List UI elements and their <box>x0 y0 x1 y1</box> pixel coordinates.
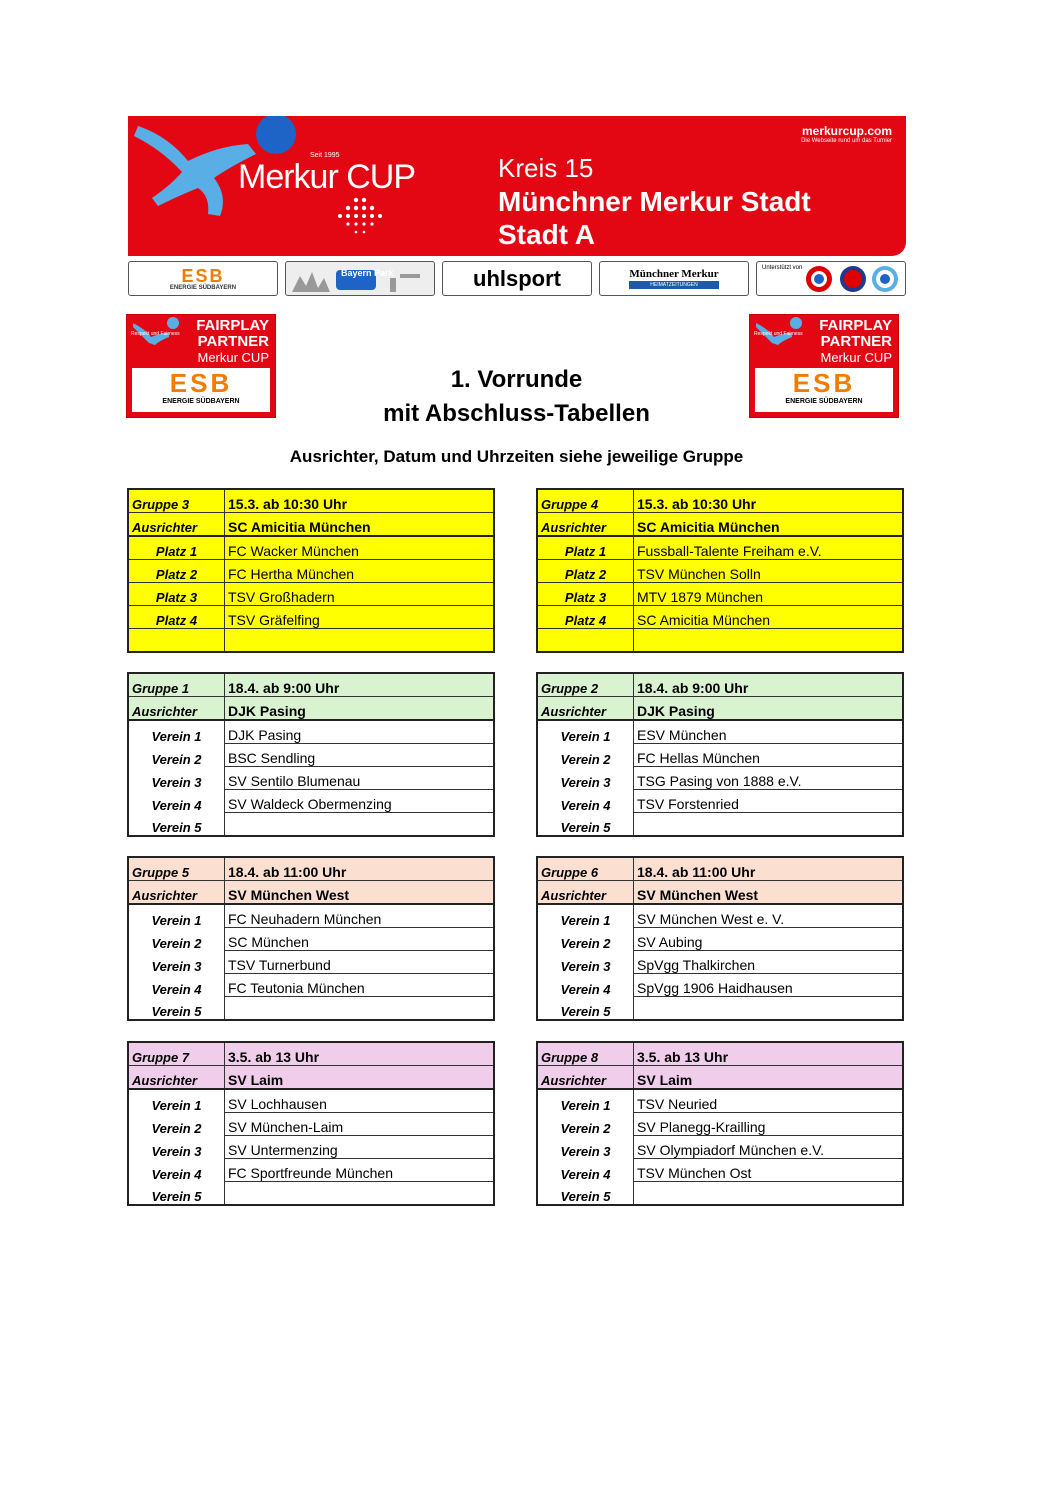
team-name: FC Hertha München <box>225 560 495 583</box>
row-label: Verein 3 <box>128 767 225 790</box>
team-name: TSV Gräfelfing <box>225 606 495 629</box>
team-name: FC Hellas München <box>634 744 904 767</box>
group-table <box>127 672 495 837</box>
table-row <box>128 767 494 790</box>
team-name: SV Planegg-Krailling <box>634 1113 904 1136</box>
row-label: Platz 3 <box>128 583 225 606</box>
team-name: TSV Forstenried <box>634 790 904 813</box>
table-row <box>128 1113 494 1136</box>
table-row <box>128 720 494 744</box>
sponsor-supporters: Unterstützt von <box>756 261 906 296</box>
host-name: SC Amicitia München <box>634 513 904 537</box>
row-label: Verein 2 <box>537 744 634 767</box>
row-label: Platz 4 <box>537 606 634 629</box>
table-row <box>128 583 494 606</box>
host-name: SV Laim <box>634 1066 904 1090</box>
table-row <box>128 974 494 997</box>
table-row <box>537 606 903 629</box>
row-label: Platz 2 <box>128 560 225 583</box>
sponsor-esb: ESB ENERGIE SÜDBAYERN <box>128 261 278 296</box>
row-label: Verein 3 <box>128 951 225 974</box>
host-label: Ausrichter <box>537 1066 634 1090</box>
group-name: Gruppe 6 <box>537 857 634 881</box>
group-name: Gruppe 3 <box>128 489 225 513</box>
row-label: Verein 3 <box>128 1136 225 1159</box>
row-label: Verein 1 <box>537 720 634 744</box>
team-name: SC München <box>225 928 495 951</box>
sponsor-uhlsport: uhlsport <box>442 261 592 296</box>
table-row <box>537 767 903 790</box>
row-label: Verein 3 <box>537 767 634 790</box>
team-name: SV Waldeck Obermenzing <box>225 790 495 813</box>
row-label: Verein 3 <box>537 1136 634 1159</box>
row-label: Verein 5 <box>537 997 634 1021</box>
row-label: Verein 2 <box>537 1113 634 1136</box>
table-row <box>537 1182 903 1206</box>
team-name: TSG Pasing von 1888 e.V. <box>634 767 904 790</box>
table-row <box>128 1089 494 1113</box>
team-name: SV Aubing <box>634 928 904 951</box>
row-label: Verein 4 <box>537 974 634 997</box>
host-name: DJK Pasing <box>225 697 495 721</box>
group-table <box>127 1041 495 1206</box>
table-row <box>537 997 903 1021</box>
host-label: Ausrichter <box>537 513 634 537</box>
host-label: Ausrichter <box>128 1066 225 1090</box>
row-label: Verein 5 <box>128 997 225 1021</box>
group-name: Gruppe 7 <box>128 1042 225 1066</box>
table-row <box>128 790 494 813</box>
group-0-table <box>127 488 495 653</box>
team-name: SV Lochhausen <box>225 1089 495 1113</box>
row-label: Platz 2 <box>537 560 634 583</box>
club-crests-icon <box>801 264 901 294</box>
row-label: Verein 3 <box>537 951 634 974</box>
table-row <box>128 813 494 837</box>
sponsor-muenchner-merkur: Münchner Merkur HEIMATZEITUNGEN <box>599 261 749 296</box>
table-row <box>537 720 903 744</box>
team-name: TSV Großhadern <box>225 583 495 606</box>
table-row <box>537 1159 903 1182</box>
table-row <box>537 974 903 997</box>
group-2-table <box>127 672 495 837</box>
team-name <box>634 997 904 1021</box>
table-row <box>128 560 494 583</box>
team-name: SpVgg Thalkirchen <box>634 951 904 974</box>
table-row <box>128 951 494 974</box>
page-subtitle: Ausrichter, Datum und Uhrzeiten siehe jeweilige Gruppe <box>289 447 744 466</box>
host-name: SV München West <box>634 881 904 905</box>
group-table <box>536 672 904 837</box>
fairplay-badge-right: Respekt und Fairness FAIRPLAY PARTNER Merkur CUP ESB ENERGIE SÜDBAYERN <box>749 314 899 418</box>
row-label: Platz 3 <box>537 583 634 606</box>
team-name: SV Untermenzing <box>225 1136 495 1159</box>
group-date: 18.4. ab 11:00 Uhr <box>634 857 904 881</box>
sponsor-bayernpark: Bayern Park <box>285 261 435 296</box>
row-label: Verein 4 <box>128 974 225 997</box>
team-name: ESV München <box>634 720 904 744</box>
row-label: Verein 4 <box>537 790 634 813</box>
page-subtitle-heading: mit Abschluss-Tabellen <box>383 400 650 427</box>
row-label: Platz 1 <box>537 536 634 560</box>
table-row <box>537 904 903 928</box>
group-6-table <box>127 1041 495 1206</box>
district-heading: Kreis 15 Münchner Merkur Stadt Stadt A <box>498 153 811 250</box>
team-name: SV München-Laim <box>225 1113 495 1136</box>
table-row <box>537 813 903 837</box>
group-date: 15.3. ab 10:30 Uhr <box>634 489 904 513</box>
table-row <box>537 536 903 560</box>
table-row <box>128 1136 494 1159</box>
host-name: DJK Pasing <box>634 697 904 721</box>
row-label: Platz 1 <box>128 536 225 560</box>
table-row <box>537 928 903 951</box>
table-row <box>128 536 494 560</box>
team-name <box>225 813 495 837</box>
host-name: SC Amicitia München <box>225 513 495 537</box>
group-date: 18.4. ab 11:00 Uhr <box>225 857 495 881</box>
table-row <box>128 606 494 629</box>
host-label: Ausrichter <box>128 697 225 721</box>
team-name: DJK Pasing <box>225 720 495 744</box>
table-row <box>128 904 494 928</box>
team-name <box>634 629 904 653</box>
team-name: SV Sentilo Blumenau <box>225 767 495 790</box>
table-row <box>537 744 903 767</box>
header-banner <box>128 116 906 256</box>
host-label: Ausrichter <box>537 697 634 721</box>
group-name: Gruppe 8 <box>537 1042 634 1066</box>
table-row <box>537 583 903 606</box>
team-name: TSV Neuried <box>634 1089 904 1113</box>
row-label: Verein 4 <box>128 790 225 813</box>
group-table <box>127 856 495 1021</box>
table-row <box>128 1182 494 1206</box>
row-label: Verein 2 <box>128 928 225 951</box>
table-row <box>128 629 494 653</box>
group-date: 18.4. ab 9:00 Uhr <box>634 673 904 697</box>
row-label: Verein 4 <box>537 1159 634 1182</box>
group-date: 3.5. ab 13 Uhr <box>225 1042 495 1066</box>
table-row <box>537 629 903 653</box>
team-name: MTV 1879 München <box>634 583 904 606</box>
row-label: Verein 1 <box>128 904 225 928</box>
table-row <box>537 1136 903 1159</box>
group-date: 15.3. ab 10:30 Uhr <box>225 489 495 513</box>
table-row <box>537 790 903 813</box>
table-row <box>537 1113 903 1136</box>
team-name: FC Sportfreunde München <box>225 1159 495 1182</box>
team-name <box>225 629 495 653</box>
group-name: Gruppe 5 <box>128 857 225 881</box>
team-name <box>225 1182 495 1206</box>
host-name: SV Laim <box>225 1066 495 1090</box>
row-label: Verein 5 <box>128 1182 225 1206</box>
host-label: Ausrichter <box>537 881 634 905</box>
group-4-table <box>127 856 495 1021</box>
row-label <box>537 629 634 653</box>
team-name: SV Olympiadorf München e.V. <box>634 1136 904 1159</box>
group-1-table <box>536 488 904 653</box>
group-date: 3.5. ab 13 Uhr <box>634 1042 904 1066</box>
merkur-cup-brand: Merkur CUP Seit 1995 <box>238 152 416 196</box>
team-name: SpVgg 1906 Haidhausen <box>634 974 904 997</box>
table-row <box>128 997 494 1021</box>
team-name: TSV München Solln <box>634 560 904 583</box>
row-label: Verein 5 <box>537 813 634 837</box>
site-link[interactable]: merkurcup.com Die Webseite rund um das Turnier <box>801 124 892 144</box>
team-name: BSC Sendling <box>225 744 495 767</box>
group-name: Gruppe 2 <box>537 673 634 697</box>
team-name: FC Teutonia München <box>225 974 495 997</box>
team-name <box>634 813 904 837</box>
team-name: TSV München Ost <box>634 1159 904 1182</box>
row-label: Verein 1 <box>128 720 225 744</box>
table-row <box>128 744 494 767</box>
group-name: Gruppe 1 <box>128 673 225 697</box>
row-label: Verein 1 <box>537 1089 634 1113</box>
group-5-table <box>536 856 904 1021</box>
row-label <box>128 629 225 653</box>
page-title: 1. Vorrunde <box>450 366 583 393</box>
group-date: 18.4. ab 9:00 Uhr <box>225 673 495 697</box>
row-label: Verein 4 <box>128 1159 225 1182</box>
table-row <box>537 1089 903 1113</box>
team-name <box>634 1182 904 1206</box>
row-label: Platz 4 <box>128 606 225 629</box>
table-row <box>537 951 903 974</box>
team-name: FC Neuhadern München <box>225 904 495 928</box>
row-label: Verein 5 <box>128 813 225 837</box>
group-table <box>536 1041 904 1206</box>
table-row <box>128 1159 494 1182</box>
table-row <box>537 560 903 583</box>
group-table <box>536 856 904 1021</box>
row-label: Verein 2 <box>537 928 634 951</box>
row-label: Verein 2 <box>128 1113 225 1136</box>
host-label: Ausrichter <box>128 881 225 905</box>
fairplay-badge-left: Respekt und Fairness FAIRPLAY PARTNER Merkur CUP ESB ENERGIE SÜDBAYERN <box>126 314 276 418</box>
team-name: SC Amicitia München <box>634 606 904 629</box>
row-label: Verein 1 <box>128 1089 225 1113</box>
team-name <box>225 997 495 1021</box>
group-3-table <box>536 672 904 837</box>
team-name: Fussball-Talente Freiham e.V. <box>634 536 904 560</box>
group-table <box>127 488 495 653</box>
group-name: Gruppe 4 <box>537 489 634 513</box>
team-name: TSV Turnerbund <box>225 951 495 974</box>
row-label: Verein 2 <box>128 744 225 767</box>
host-label: Ausrichter <box>128 513 225 537</box>
table-row <box>128 928 494 951</box>
group-table <box>536 488 904 653</box>
host-name: SV München West <box>225 881 495 905</box>
row-label: Verein 5 <box>537 1182 634 1206</box>
team-name: SV München West e. V. <box>634 904 904 928</box>
team-name: FC Wacker München <box>225 536 495 560</box>
dots-decoration-icon <box>336 196 386 240</box>
group-7-table <box>536 1041 904 1206</box>
row-label: Verein 1 <box>537 904 634 928</box>
